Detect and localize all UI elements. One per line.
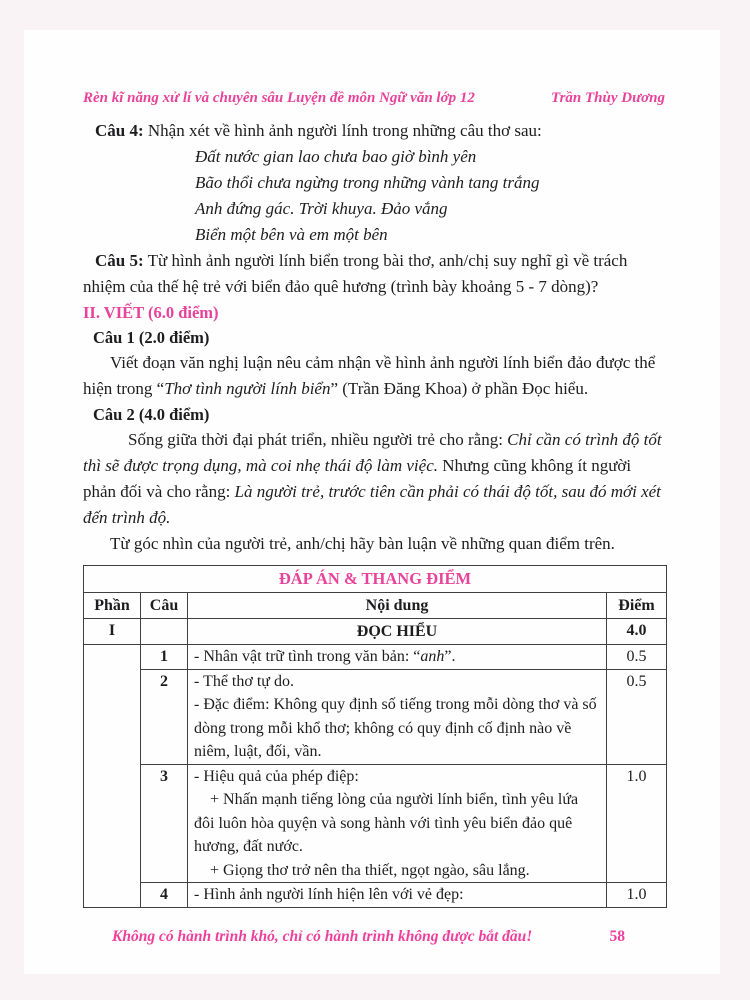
- question-5-label: Câu 5:: [95, 251, 144, 270]
- section-title-cell: ĐỌC HIỂU: [188, 619, 607, 645]
- answer-row-3-score: 1.0: [606, 764, 666, 883]
- document-page: [24, 30, 720, 974]
- page-number: 58: [609, 927, 625, 945]
- section-score-cell: 4.0: [606, 619, 666, 645]
- poem-line: Biển một bên và em một bên: [195, 225, 388, 244]
- answer-1-italic: anh: [420, 648, 445, 665]
- essay-prompt-1: [83, 350, 667, 402]
- column-header-cau: Câu: [141, 593, 188, 619]
- section-row: [84, 619, 667, 645]
- question-4-paragraph: [83, 118, 667, 144]
- running-header: [83, 88, 665, 108]
- essay-prompt-1-title: Thơ tình người lính biển: [164, 379, 331, 398]
- table-header-row: [84, 593, 667, 619]
- answer-2-line: - Thể thơ tự do.: [194, 672, 294, 690]
- answer-row-1-content: [188, 645, 607, 670]
- section-cau-cell: [141, 619, 188, 645]
- answer-row-4-content: [188, 883, 607, 908]
- essay-prompt-2-seg1: Sống giữa thời đại phát triển, nhiều người trẻ cho rằng:: [128, 430, 508, 449]
- answer-3-line: + Giọng thơ trở nên tha thiết, ngọt ngào, sâu lắng.: [210, 861, 530, 879]
- answer-3-line: - Hiệu quả của phép điệp:: [194, 767, 359, 785]
- page-footer: [83, 928, 667, 946]
- section-2-heading: II. VIẾT (6.0 điểm): [83, 303, 219, 322]
- question-1-heading: Câu 1 (2.0 điểm): [93, 328, 210, 347]
- table-title-row: [84, 566, 667, 593]
- discussion-instruction: Từ góc nhìn của người trẻ, anh/chị hãy bàn luận về những quan điểm trên.: [110, 534, 615, 553]
- poem-line: Đất nước gian lao chưa bao giờ bình yên: [195, 147, 477, 166]
- running-header-series-title: Rèn kĩ năng xử lí và chuyên sâu Luyện đề môn Ngữ văn lớp 12: [83, 90, 475, 106]
- essay-prompt-2-opinion1: Chỉ cần có trình độ tốt thì sẽ được trọng dụng, mà coi nhẹ thái độ làm việc.: [83, 430, 662, 475]
- question-5-text: Từ hình ảnh người lính biển trong bài thơ, anh/chị suy nghĩ gì về trách nhiệm của thế hệ trẻ với biển đảo quê hương (trình bày khoảng 5 - 7 dòng)?: [83, 251, 628, 296]
- answer-row-3-content: [188, 764, 607, 883]
- answer-key-table: [83, 565, 667, 908]
- question-4-text: Nhận xét về hình ảnh người lính trong những câu thơ sau:: [143, 121, 542, 140]
- essay-prompt-2-seg3: Nhưng cũng không ít người phản đối và cho rằng:: [83, 456, 632, 501]
- question-4-label: Câu 4:: [95, 121, 144, 140]
- merged-part-cell: [84, 645, 141, 908]
- answer-row-2-score: 0.5: [606, 669, 666, 764]
- answer-row-4-score: 1.0: [606, 883, 666, 908]
- essay-prompt-2: [83, 427, 667, 531]
- essay-prompt-1-pre: Viết đoạn văn nghị luận nêu cảm nhận về hình ảnh người lính biển đảo được thể hiện trong “: [83, 353, 656, 398]
- poem-line: Anh đứng gác. Trời khuya. Đảo vắng: [195, 199, 448, 218]
- answer-row-1-number: 1: [141, 645, 188, 670]
- question-2-heading: Câu 2 (4.0 điểm): [93, 405, 210, 424]
- answer-2-line: - Đặc điểm: Không quy định số tiếng trong mỗi dòng thơ và số dòng trong mỗi khổ thơ; không có quy định cố định nào về niêm, luật, đối, vần.: [194, 696, 597, 760]
- answer-row-3: [84, 764, 667, 883]
- column-header-phan: Phần: [84, 593, 141, 619]
- column-header-diem: Điểm: [606, 593, 666, 619]
- answer-4-line: - Hình ảnh người lính hiện lên với vẻ đẹp:: [194, 886, 464, 903]
- essay-prompt-1-post: ” (Trần Đăng Khoa) ở phần Đọc hiểu.: [330, 379, 589, 398]
- poem-line: Bão thổi chưa ngừng trong những vành tang trắng: [195, 173, 540, 192]
- column-header-noidung: Nội dung: [188, 593, 607, 619]
- page-content: [24, 30, 720, 946]
- poem-quote-block: [195, 144, 667, 248]
- table-title: ĐÁP ÁN & THANG ĐIỂM: [84, 566, 667, 593]
- answer-3-line: + Nhấn mạnh tiếng lòng của người lính biển, tình yêu lứa đôi luôn hòa quyện và song hành với tình yêu biển đảo quê hương, đất nước.: [194, 791, 579, 855]
- answer-1-pre: - Nhân vật trữ tình trong văn bản: “: [194, 648, 421, 665]
- section-part-label: I: [84, 619, 141, 645]
- essay-prompt-2-opinion2: Là người trẻ, trước tiên cần phải có thái độ tốt, sau đó mới xét đến trình độ.: [83, 482, 661, 527]
- answer-row-1-score: 0.5: [606, 645, 666, 670]
- running-header-author: Trần Thùy Dương: [550, 90, 665, 106]
- answer-row-4: [84, 883, 667, 908]
- answer-row-2-content: [188, 669, 607, 764]
- footer-motto: Không có hành trình khó, chỉ có hành trình không được bắt đầu!: [112, 927, 533, 945]
- answer-row-1: [84, 645, 667, 670]
- answer-row-4-number: 4: [141, 883, 188, 908]
- question-5-paragraph: [83, 248, 667, 300]
- answer-row-2-number: 2: [141, 669, 188, 764]
- answer-row-3-number: 3: [141, 764, 188, 883]
- answer-row-2: [84, 669, 667, 764]
- answer-1-post: ”.: [444, 648, 456, 665]
